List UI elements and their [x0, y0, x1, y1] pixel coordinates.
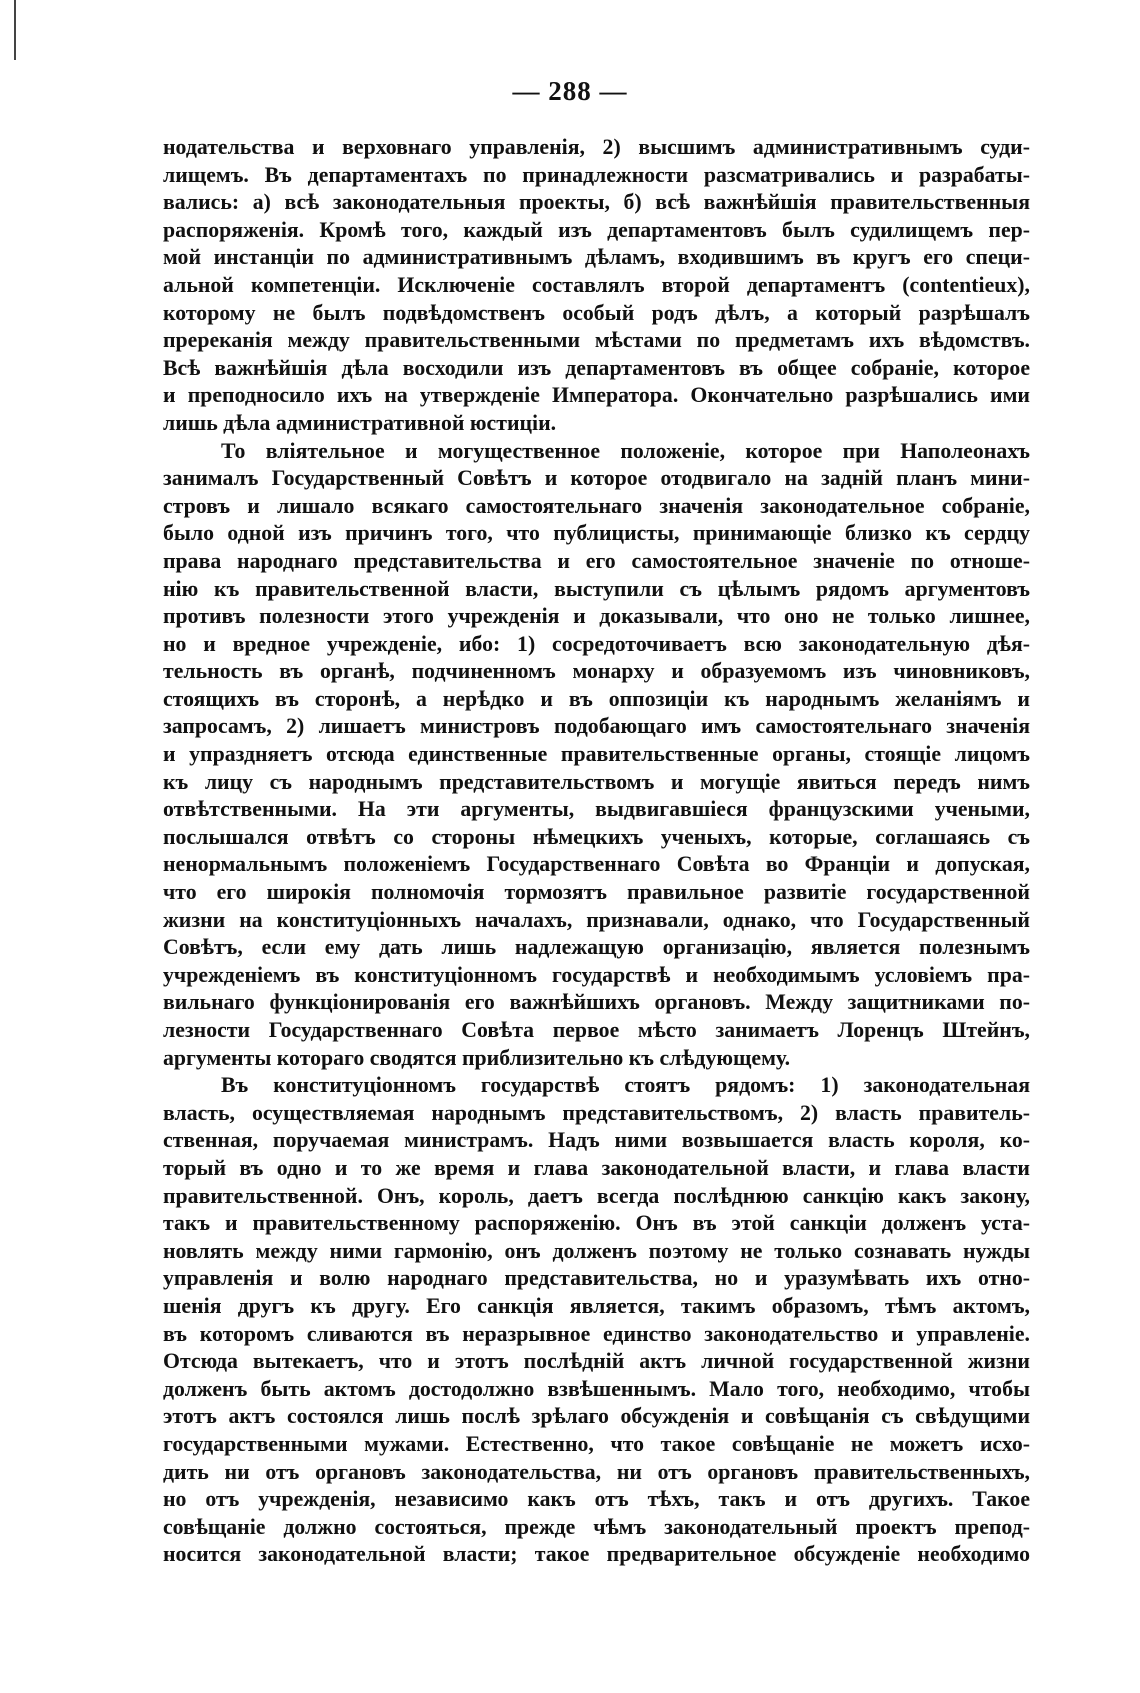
text-line: запросамъ, 2) лишаетъ министровъ подобающаго имъ самостоятельнаго значенія	[163, 714, 1030, 739]
text-line: жизни на конституціонныхъ началахъ, признавали, однако, что Государственный	[163, 907, 1030, 932]
text-line: такъ и правительственному распоряженію. Онъ въ этой санкціи долженъ уста-	[163, 1211, 1030, 1236]
text-line: правительственной. Онъ, король, даетъ всегда послѣднюю санкцію какъ закону,	[163, 1183, 1030, 1208]
text-line: этотъ актъ состоялся лишь послѣ зрѣлаго обсужденія и совѣщанія съ свѣдущими	[163, 1404, 1030, 1429]
text-line: противъ полезности этого учрежденія и доказывали, что оно не только лишнее,	[163, 604, 1030, 629]
text-line: въ которомъ сливаются въ неразрывное единство законодательство и управленіе.	[163, 1321, 1030, 1346]
text-line: и упраздняетъ отсюда единственные правительственные органы, стоящіе лицомъ	[163, 742, 1030, 767]
text-line: лезности Государственнаго Совѣта первое мѣсто занимаетъ Лоренцъ Штейнъ,	[163, 1018, 1030, 1042]
text-line: пререканія между правительственными мѣстами по предметамъ ихъ вѣдомствъ.	[163, 328, 1030, 353]
text-line: Совѣтъ, если ему дать лишь надлежащую организацію, является полезнымъ	[163, 935, 1030, 960]
text-line: ненормальнымъ положеніемъ Государственнаго Совѣта во Франціи и допуская,	[163, 852, 1030, 877]
text-line: новлять между ними гармонію, онъ долженъ поэтому не только сознавать нужды	[163, 1238, 1030, 1263]
text-line: занималъ Государственный Совѣтъ и которое отодвигало на задній планъ мини-	[163, 466, 1030, 491]
text-line: Въ конституціонномъ государствѣ стоятъ рядомъ: 1) законодательная	[221, 1073, 1030, 1098]
text-line: лищемъ. Въ департаментахъ по принадлежности разсматривались и разрабаты-	[163, 162, 1030, 187]
scan-edge-line	[14, 0, 16, 60]
page-number: — 288 —	[512, 76, 628, 106]
text-line: тельность въ органѣ, подчиненномъ монарху и образуемомъ изъ чиновниковъ,	[163, 659, 1030, 684]
text-line: и преподносило ихъ на утвержденіе Императора. Окончательно разрѣшались ими	[163, 383, 1030, 408]
text-line: нію къ правительственной власти, выступили съ цѣлымъ рядомъ аргументовъ	[163, 576, 1030, 601]
text-line: власть, осуществляемая народнымъ представительствомъ, 2) власть правитель-	[163, 1100, 1030, 1125]
body-text	[163, 134, 1030, 1569]
text-line: аргументы котораго сводятся приблизительно къ слѣдующему.	[163, 1045, 791, 1070]
text-line: совѣщаніе должно состояться, прежде чѣмъ законодательный проектъ препод-	[163, 1514, 1030, 1539]
text-line: дить ни отъ органовъ законодательства, ни отъ органовъ правительственныхъ,	[163, 1459, 1030, 1484]
text-line: что его широкія полномочія тормозятъ правильное развитіе государственной	[163, 880, 1030, 905]
text-line: распоряженія. Кромѣ того, каждый изъ департаментовъ былъ судилищемъ пер-	[163, 217, 1030, 242]
text-line: послышался отвѣтъ со стороны нѣмецкихъ ученыхъ, которые, соглашаясь съ	[163, 824, 1030, 849]
text-line: къ лицу съ народнымъ представительствомъ и могущіе явиться передъ нимъ	[163, 769, 1030, 794]
text-line: управленія и волю народнаго представительства, но и уразумѣвать ихъ отно-	[163, 1266, 1030, 1291]
text-line: ственная, поручаемая министрамъ. Надъ ними возвышается власть короля, ко-	[163, 1128, 1030, 1153]
text-line: Отсюда вытекаетъ, что и этотъ послѣдній актъ личной государственной жизни	[163, 1349, 1030, 1374]
text-line: права народнаго представительства и его самостоятельное значеніе по отноше-	[163, 548, 1030, 573]
text-line: государственными мужами. Естественно, что такое совѣщаніе не можетъ исхо-	[163, 1431, 1030, 1456]
text-line: нодательства и верховнаго управленія, 2) высшимъ административнымъ суди-	[163, 135, 1030, 159]
text-line: лишь дѣла административной юстиціи.	[163, 410, 557, 435]
text-line: То вліятельное и могущественное положеніе, которое при Наполеонахъ	[221, 438, 1030, 463]
text-line: было одной изъ причинъ того, что публицисты, принимающіе близко къ сердцу	[163, 521, 1030, 546]
text-line: носится законодательной власти; такое предварительное обсужденіе необходимо	[163, 1542, 1030, 1567]
text-line: но отъ учрежденія, независимо какъ отъ тѣхъ, такъ и отъ другихъ. Такое	[163, 1487, 1030, 1512]
text-line: но и вредное учрежденіе, ибо: 1) сосредоточиваетъ всю законодательную дѣя-	[163, 631, 1030, 656]
text-line: шенія другъ къ другу. Его санкція является, такимъ образомъ, тѣмъ актомъ,	[163, 1293, 1030, 1318]
text-line: вались: а) всѣ законодательныя проекты, б) всѣ важнѣйшія правительственныя	[163, 190, 1030, 215]
text-line: торый въ одно и то же время и глава законодательной власти, и глава власти	[163, 1155, 1030, 1180]
text-line: вильнаго функціонированія его важнѣйшихъ органовъ. Между защитниками по-	[163, 990, 1030, 1015]
text-line: Всѣ важнѣйшія дѣла восходили изъ департаментовъ въ общее собраніе, которое	[163, 355, 1030, 380]
text-line: альной компетенціи. Исключеніе составлялъ второй департаментъ (contentieux),	[163, 272, 1030, 297]
text-line: которому не былъ подвѣдомственъ особый родъ дѣлъ, а который разрѣшалъ	[163, 300, 1030, 325]
text-line: отвѣтственными. На эти аргументы, выдвигавшіеся французскими учеными,	[163, 797, 1030, 822]
text-line: стровъ и лишало всякаго самостоятельнаго значенія законодательное собраніе,	[163, 493, 1030, 518]
text-line: учрежденіемъ въ конституціонномъ государствѣ и необходимымъ условіемъ пра-	[163, 962, 1030, 987]
text-line: стоящихъ въ сторонѣ, а нерѣдко и въ оппозиціи къ народнымъ желаніямъ и	[163, 686, 1030, 711]
text-line: долженъ быть актомъ достодолжно взвѣшеннымъ. Мало того, необходимо, чтобы	[163, 1376, 1030, 1401]
text-line: мой инстанціи по административнымъ дѣламъ, входившимъ въ кругъ его специ-	[163, 245, 1030, 270]
